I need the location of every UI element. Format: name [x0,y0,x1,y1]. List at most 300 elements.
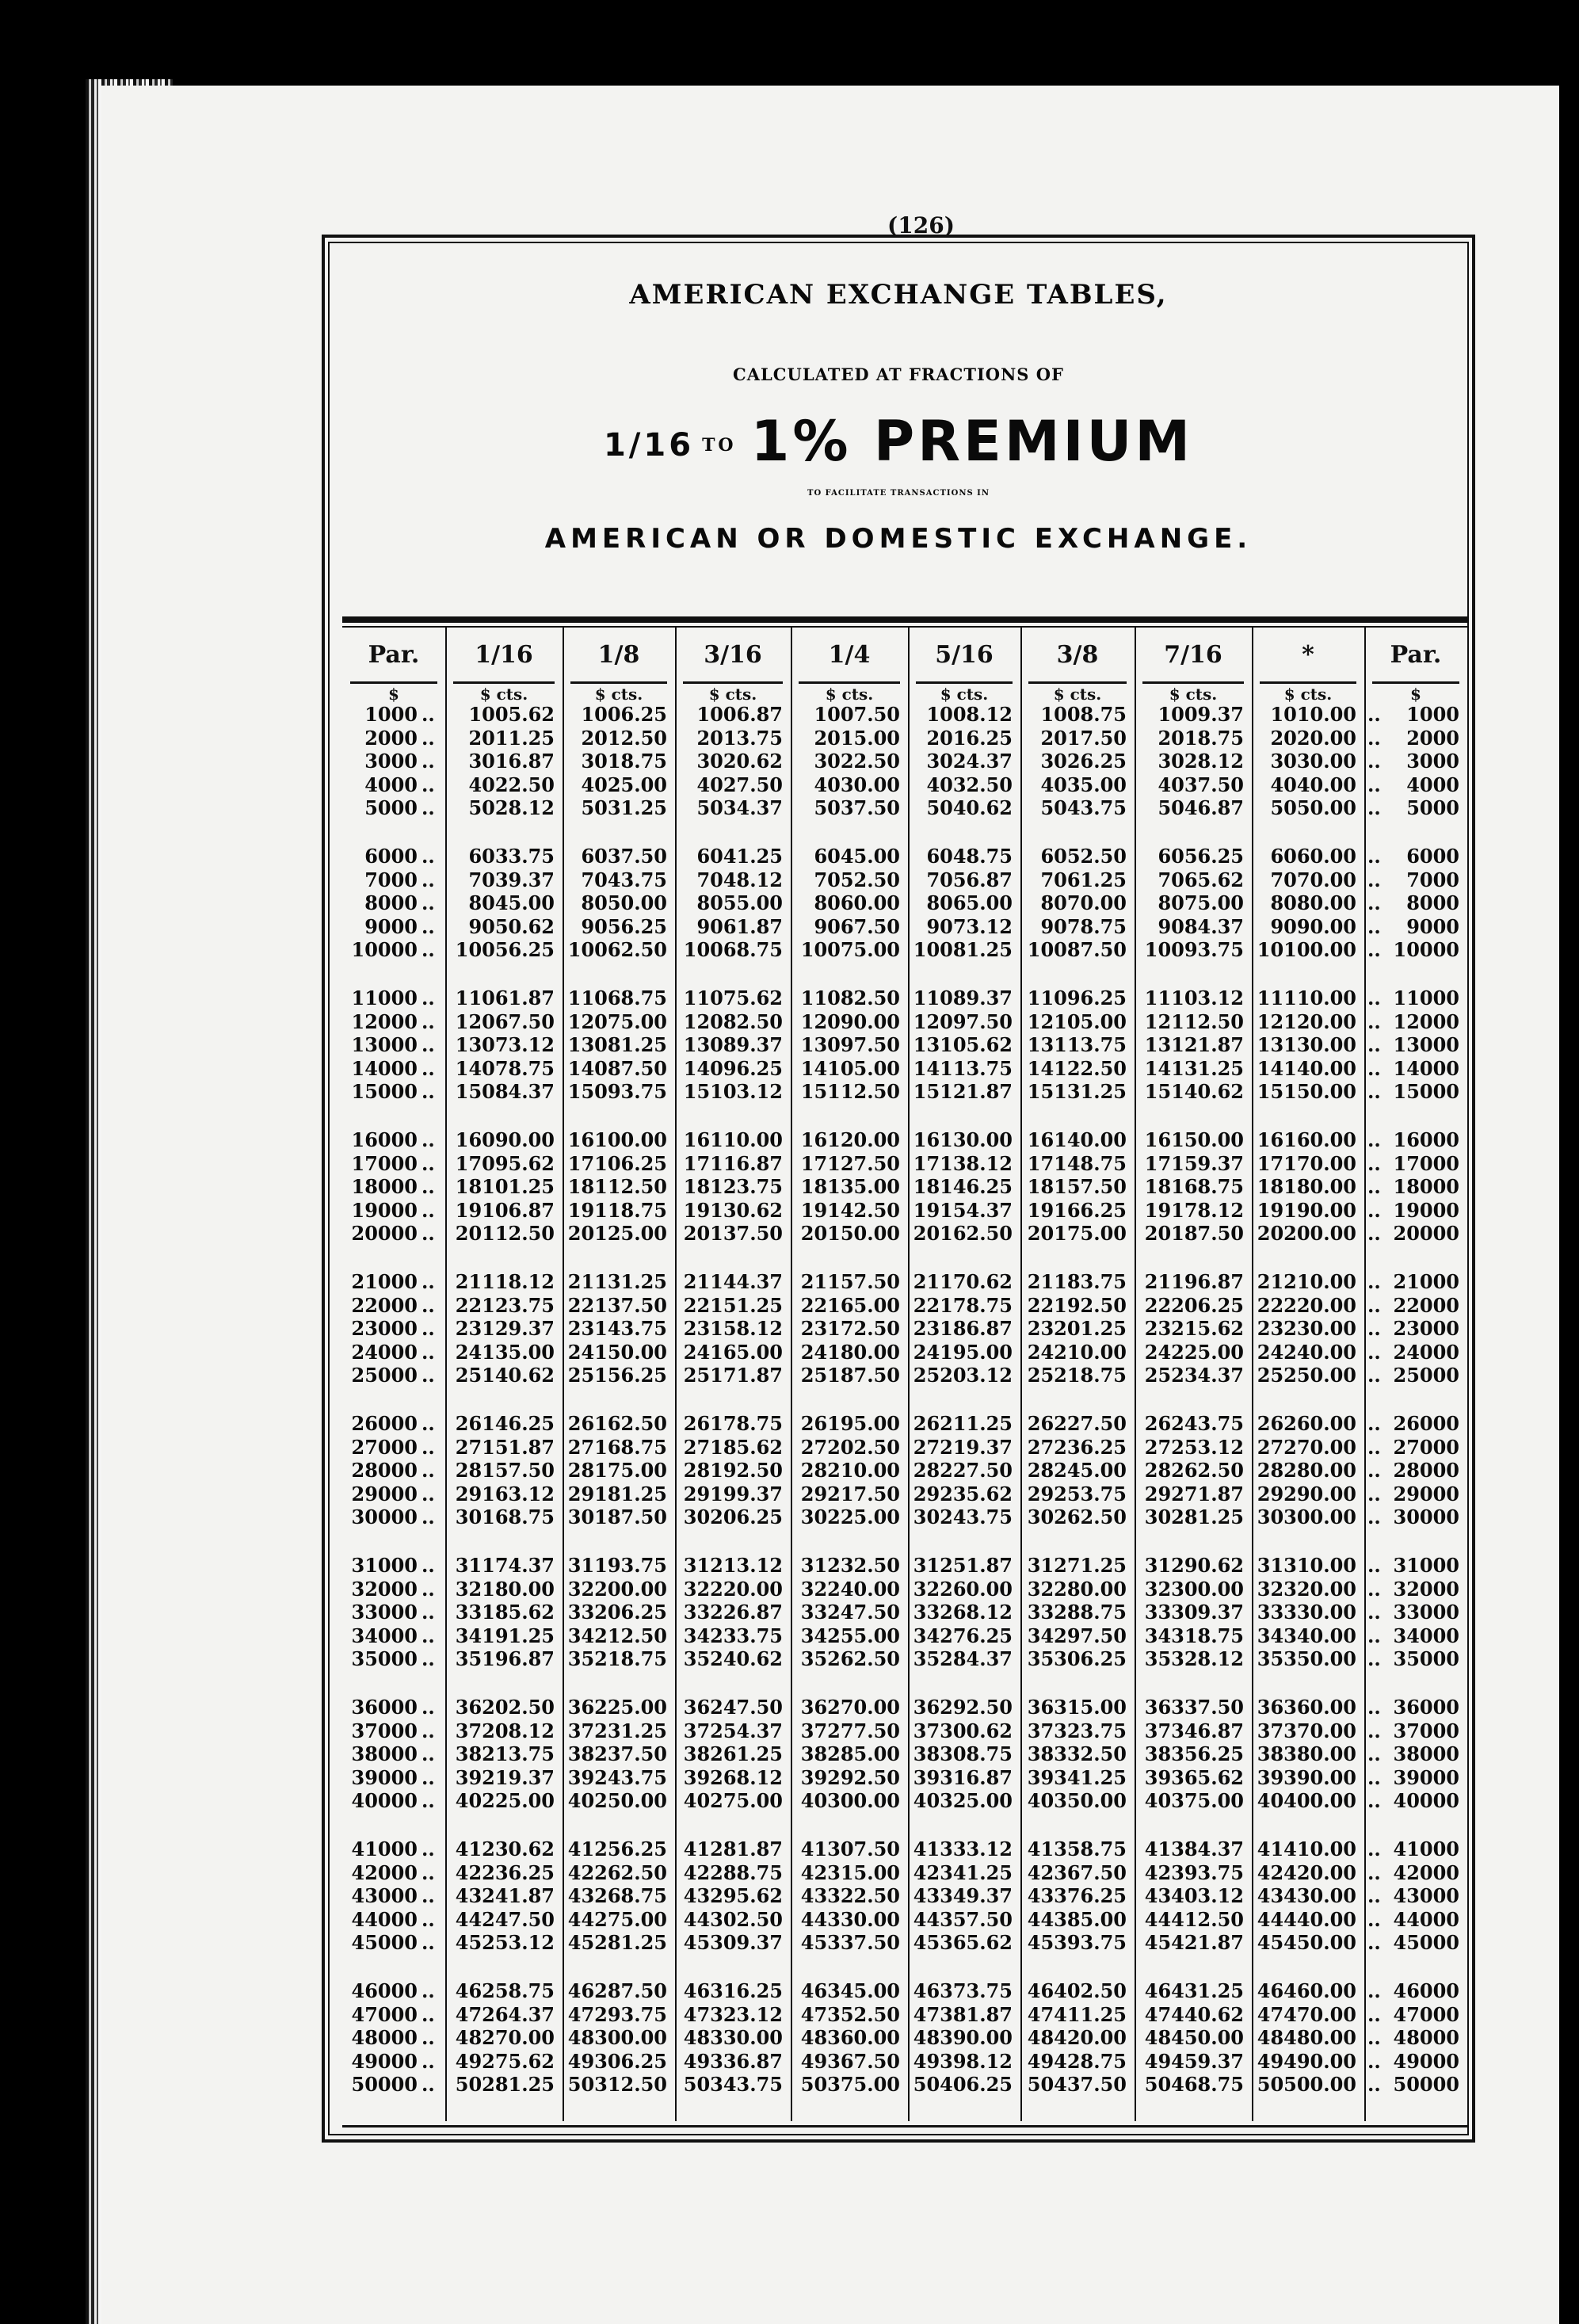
exchange-value: 29181.25 [567,1482,667,1505]
exchange-value: 34276.25 [913,1624,1013,1647]
tagline: TO FACILITATE TRANSACTIONS IN [807,489,990,498]
exchange-table [342,628,1467,2125]
exchange-value: 4035.00 [1040,773,1127,796]
leader-dots: .. [1367,2002,1381,2026]
par-value: 19000 [351,1198,418,1222]
leader-dots: .. [421,1860,435,1884]
par-value: 16000 [351,1128,418,1151]
exchange-value: 44357.50 [913,1907,1013,1931]
par-value: 31000 [351,1554,418,1577]
headline-to: TO [702,434,737,456]
exchange-value: 49275.62 [455,2049,555,2073]
par-value: 49000 [351,2049,418,2073]
exchange-value: 30243.75 [913,1505,1013,1529]
exchange-value: 39268.12 [683,1765,783,1789]
header-underline [1260,681,1356,684]
exchange-value: 13121.87 [1144,1033,1244,1057]
exchange-value: 9090.00 [1270,914,1356,938]
exchange-value: 29290.00 [1257,1482,1356,1505]
par-value: 41000 [351,1837,418,1860]
exchange-value: 13113.75 [1027,1033,1127,1057]
par-value-right: 17000 [1393,1151,1459,1175]
exchange-value: 23158.12 [683,1317,783,1341]
exchange-value: 22137.50 [567,1293,667,1317]
exchange-value: 37346.87 [1144,1719,1244,1742]
par-value-right: 41000 [1393,1837,1459,1860]
exchange-value: 13073.12 [455,1033,555,1057]
exchange-value: 29253.75 [1027,1482,1127,1505]
par-value: 11000 [351,986,418,1009]
exchange-value: 14122.50 [1027,1056,1127,1080]
leader-dots: .. [421,1340,435,1364]
exchange-value: 37208.12 [455,1719,555,1742]
par-value: 26000 [351,1412,418,1435]
exchange-value: 38261.25 [683,1742,783,1766]
exchange-value: 32200.00 [567,1577,667,1601]
exchange-value: 36360.00 [1257,1696,1356,1719]
exchange-value: 24210.00 [1027,1340,1127,1364]
par-value: 45000 [351,1931,418,1955]
exchange-value: 8055.00 [696,891,783,915]
par-value-right: 43000 [1393,1884,1459,1908]
exchange-value: 36292.50 [913,1696,1013,1719]
par-value: 48000 [351,2026,418,2050]
exchange-value: 5028.12 [468,796,555,820]
par-value-right: 13000 [1393,1033,1459,1057]
exchange-value: 16160.00 [1257,1128,1356,1151]
unit-label: $ cts. [594,685,643,704]
leader-dots: .. [421,1033,435,1057]
exchange-value: 24180.00 [800,1340,900,1364]
exchange-value: 45365.62 [913,1931,1013,1955]
leader-dots: .. [421,1765,435,1789]
leader-dots: .. [421,1601,435,1624]
leader-dots: .. [421,1317,435,1341]
exchange-value: 28245.00 [1027,1459,1127,1483]
page-subtitle: CALCULATED AT FRACTIONS OF [733,364,1064,384]
exchange-value: 11096.25 [1027,986,1127,1009]
exchange-value: 34233.75 [683,1624,783,1647]
exchange-value: 49367.50 [800,2049,900,2073]
exchange-value: 35218.75 [567,1647,667,1671]
exchange-value: 20137.50 [683,1222,783,1246]
par-value: 23000 [351,1317,418,1341]
exchange-value: 47470.00 [1257,2002,1356,2026]
exchange-value: 12082.50 [683,1009,783,1033]
exchange-value: 1007.50 [814,703,900,726]
exchange-value: 33288.75 [1027,1601,1127,1624]
par-value-right: 29000 [1393,1482,1459,1505]
leader-dots: .. [1367,1009,1381,1033]
exchange-value: 20112.50 [455,1222,555,1246]
exchange-value: 42367.50 [1027,1860,1127,1884]
exchange-value: 22123.75 [455,1293,555,1317]
column-header: 1/16 [475,641,533,669]
exchange-value: 7070.00 [1270,868,1356,891]
exchange-value: 17116.87 [683,1151,783,1175]
exchange-value: 11110.00 [1257,986,1356,1009]
leader-dots: .. [421,914,435,938]
leader-dots: .. [421,2049,435,2073]
exchange-value: 20125.00 [567,1222,667,1246]
exchange-value: 19154.37 [913,1198,1013,1222]
column-header: 1/8 [597,641,640,669]
exchange-value: 21131.25 [567,1270,667,1293]
table-top-rule [342,616,1467,623]
exchange-value: 4027.50 [696,773,783,796]
exchange-value: 33268.12 [913,1601,1013,1624]
leader-dots: .. [421,1222,435,1246]
exchange-value: 37300.62 [913,1719,1013,1742]
par-value: 27000 [351,1435,418,1459]
exchange-value: 47352.50 [800,2002,900,2026]
leader-dots: .. [1367,986,1381,1009]
exchange-value: 33309.37 [1144,1601,1244,1624]
header-underline [683,681,783,684]
column-header: Par. [1390,641,1442,669]
par-value: 37000 [351,1719,418,1742]
exchange-value: 19106.87 [455,1198,555,1222]
exchange-value: 41384.37 [1144,1837,1244,1860]
leader-dots: .. [421,1719,435,1742]
exchange-value: 31213.12 [683,1554,783,1577]
unit-label: $ [1410,685,1421,704]
unit-label: $ cts. [940,685,989,704]
exchange-value: 36202.50 [455,1696,555,1719]
exchange-value: 12105.00 [1027,1009,1127,1033]
par-value-right: 1000 [1406,703,1459,726]
exchange-value: 18101.25 [455,1175,555,1199]
par-value: 6000 [364,845,418,868]
leader-dots: .. [1367,1742,1381,1766]
exchange-value: 5043.75 [1040,796,1127,820]
par-value-right: 26000 [1393,1412,1459,1435]
exchange-value: 38332.50 [1027,1742,1127,1766]
exchange-value: 39243.75 [567,1765,667,1789]
exchange-value: 34255.00 [800,1624,900,1647]
exchange-value: 14087.50 [567,1056,667,1080]
exchange-value: 3028.12 [1158,750,1244,773]
leader-dots: .. [1367,1482,1381,1505]
exchange-value: 7039.37 [468,868,555,891]
exchange-value: 27168.75 [567,1435,667,1459]
header-underline [916,681,1013,684]
exchange-value: 17127.50 [800,1151,900,1175]
exchange-value: 21157.50 [800,1270,900,1293]
exchange-value: 24240.00 [1257,1340,1356,1364]
leader-dots: .. [1367,773,1381,796]
exchange-value: 39316.87 [913,1765,1013,1789]
par-value-right: 32000 [1393,1577,1459,1601]
exchange-value: 21183.75 [1027,1270,1127,1293]
leader-dots: .. [421,1482,435,1505]
exchange-value: 10056.25 [455,938,555,962]
exchange-value: 1006.25 [581,703,667,726]
exchange-value: 18146.25 [913,1175,1013,1199]
exchange-value: 6041.25 [696,845,783,868]
exchange-value: 9084.37 [1158,914,1244,938]
exchange-value: 17106.25 [567,1151,667,1175]
exchange-value: 7043.75 [581,868,667,891]
exchange-value: 25187.50 [800,1364,900,1387]
exchange-value: 2020.00 [1270,726,1356,750]
exchange-value: 5040.62 [926,796,1013,820]
leader-dots: .. [1367,2026,1381,2050]
exchange-value: 30187.50 [567,1505,667,1529]
exchange-value: 24150.00 [567,1340,667,1364]
exchange-value: 17148.75 [1027,1151,1127,1175]
exchange-value: 2013.75 [696,726,783,750]
par-value-right: 8000 [1406,891,1459,915]
exchange-value: 48360.00 [800,2026,900,2050]
exchange-value: 20175.00 [1027,1222,1127,1246]
leader-dots: .. [421,1175,435,1199]
exchange-value: 5050.00 [1270,796,1356,820]
exchange-value: 35262.50 [800,1647,900,1671]
exchange-value: 50343.75 [683,2073,783,2097]
unit-label: $ [388,685,399,704]
exchange-value: 38356.25 [1144,1742,1244,1766]
exchange-value: 1010.00 [1270,703,1356,726]
exchange-value: 4025.00 [581,773,667,796]
leader-dots: .. [1367,1837,1381,1860]
exchange-value: 28157.50 [455,1459,555,1483]
header-underline [1028,681,1127,684]
exchange-value: 15131.25 [1027,1080,1127,1104]
exchange-value: 34212.50 [567,1624,667,1647]
exchange-value: 22151.25 [683,1293,783,1317]
exchange-value: 49336.87 [683,2049,783,2073]
exchange-value: 2015.00 [814,726,900,750]
exchange-value: 26211.25 [913,1412,1013,1435]
par-value: 7000 [364,868,418,891]
exchange-value: 19142.50 [800,1198,900,1222]
exchange-value: 47264.37 [455,2002,555,2026]
exchange-value: 37254.37 [683,1719,783,1742]
exchange-value: 22220.00 [1257,1293,1356,1317]
exchange-value: 23215.62 [1144,1317,1244,1341]
exchange-value: 3030.00 [1270,750,1356,773]
exchange-value: 40400.00 [1257,1789,1356,1813]
par-value: 9000 [364,914,418,938]
exchange-value: 23230.00 [1257,1317,1356,1341]
exchange-value: 40350.00 [1027,1789,1127,1813]
exchange-value: 50406.25 [913,2073,1013,2097]
exchange-value: 29199.37 [683,1482,783,1505]
exchange-value: 21210.00 [1257,1270,1356,1293]
exchange-value: 5037.50 [814,796,900,820]
exchange-value: 36337.50 [1144,1696,1244,1719]
unit-label: $ cts. [1169,685,1218,704]
leader-dots: .. [1367,1884,1381,1908]
exchange-value: 14140.00 [1257,1056,1356,1080]
par-value-right: 28000 [1393,1459,1459,1483]
exchange-value: 49490.00 [1257,2049,1356,2073]
leader-dots: .. [421,773,435,796]
exchange-value: 2017.50 [1040,726,1127,750]
par-value-right: 22000 [1393,1293,1459,1317]
exchange-value: 36225.00 [567,1696,667,1719]
leader-dots: .. [1367,1128,1381,1151]
exchange-value: 30262.50 [1027,1505,1127,1529]
exchange-value: 49306.25 [567,2049,667,2073]
exchange-value: 19130.62 [683,1198,783,1222]
par-value: 46000 [351,1979,418,2002]
header-underline [1372,681,1459,684]
exchange-value: 18123.75 [683,1175,783,1199]
exchange-value: 40300.00 [800,1789,900,1813]
exchange-value: 1005.62 [468,703,555,726]
exchange-value: 21144.37 [683,1270,783,1293]
exchange-value: 7065.62 [1158,868,1244,891]
exchange-value: 3016.87 [468,750,555,773]
exchange-value: 35306.25 [1027,1647,1127,1671]
exchange-value: 18168.75 [1144,1175,1244,1199]
exchange-value: 2012.50 [581,726,667,750]
par-value: 12000 [351,1009,418,1033]
column-header: 1/4 [828,641,871,669]
exchange-value: 33247.50 [800,1601,900,1624]
exchange-value: 30281.25 [1144,1505,1244,1529]
exchange-value: 31310.00 [1257,1554,1356,1577]
par-value-right: 20000 [1393,1222,1459,1246]
exchange-value: 29235.62 [913,1482,1013,1505]
par-value-right: 40000 [1393,1789,1459,1813]
exchange-value: 46316.25 [683,1979,783,2002]
exchange-value: 38285.00 [800,1742,900,1766]
exchange-value: 7061.25 [1040,868,1127,891]
exchange-value: 50375.00 [800,2073,900,2097]
exchange-value: 18135.00 [800,1175,900,1199]
exchange-value: 9067.50 [814,914,900,938]
exchange-value: 30168.75 [455,1505,555,1529]
exchange-value: 32240.00 [800,1577,900,1601]
leader-dots: .. [421,1907,435,1931]
exchange-value: 32320.00 [1257,1577,1356,1601]
exchange-value: 12120.00 [1257,1009,1356,1033]
leader-dots: .. [1367,1979,1381,2002]
exchange-value: 44275.00 [567,1907,667,1931]
leader-dots: .. [1367,1554,1381,1577]
exchange-value: 45393.75 [1027,1931,1127,1955]
column-header: 3/8 [1056,641,1099,669]
leader-dots: .. [1367,1719,1381,1742]
par-value-right: 24000 [1393,1340,1459,1364]
exchange-value: 3020.62 [696,750,783,773]
exchange-value: 44302.50 [683,1907,783,1931]
par-value: 3000 [364,750,418,773]
exchange-value: 31193.75 [567,1554,667,1577]
exchange-value: 50437.50 [1027,2073,1127,2097]
par-value: 4000 [364,773,418,796]
exchange-value: 43241.87 [455,1884,555,1908]
leader-dots: .. [421,703,435,726]
leader-dots: .. [1367,1789,1381,1813]
par-value: 35000 [351,1647,418,1671]
exchange-value: 40225.00 [455,1789,555,1813]
exchange-value: 45253.12 [455,1931,555,1955]
exchange-value: 6048.75 [926,845,1013,868]
par-value-right: 12000 [1393,1009,1459,1033]
exchange-value: 21196.87 [1144,1270,1244,1293]
exchange-value: 7048.12 [696,868,783,891]
exchange-value: 12075.00 [567,1009,667,1033]
par-value-right: 2000 [1406,726,1459,750]
exchange-value: 44247.50 [455,1907,555,1931]
exchange-value: 28280.00 [1257,1459,1356,1483]
leader-dots: .. [1367,1505,1381,1529]
leader-dots: .. [421,796,435,820]
exchange-value: 39365.62 [1144,1765,1244,1789]
exchange-value: 1009.37 [1158,703,1244,726]
exchange-value: 28192.50 [683,1459,783,1483]
exchange-value: 44330.00 [800,1907,900,1931]
exchange-value: 13089.37 [683,1033,783,1057]
leader-dots: .. [1367,796,1381,820]
exchange-value: 43349.37 [913,1884,1013,1908]
exchange-value: 27270.00 [1257,1435,1356,1459]
exchange-value: 14131.25 [1144,1056,1244,1080]
par-value: 24000 [351,1340,418,1364]
header-underline [350,681,437,684]
exchange-value: 50312.50 [567,2073,667,2097]
column-header: * [1302,641,1314,669]
exchange-value: 9050.62 [468,914,555,938]
exchange-value: 11068.75 [567,986,667,1009]
header-underline [799,681,900,684]
exchange-value: 9056.25 [581,914,667,938]
par-value-right: 3000 [1406,750,1459,773]
par-value: 10000 [351,938,418,962]
exchange-value: 27202.50 [800,1435,900,1459]
par-value-right: 25000 [1393,1364,1459,1387]
exchange-value: 49459.37 [1144,2049,1244,2073]
exchange-value: 13097.50 [800,1033,900,1057]
par-value: 47000 [351,2002,418,2026]
exchange-value: 9061.87 [696,914,783,938]
exchange-value: 42236.25 [455,1860,555,1884]
leader-dots: .. [421,1151,435,1175]
exchange-value: 42420.00 [1257,1860,1356,1884]
leader-dots: .. [421,1080,435,1104]
exchange-value: 40250.00 [567,1789,667,1813]
leader-dots: .. [421,1837,435,1860]
exchange-value: 13081.25 [567,1033,667,1057]
exchange-value: 6037.50 [581,845,667,868]
leader-dots: .. [1367,2049,1381,2073]
exchange-value: 14096.25 [683,1056,783,1080]
par-value: 1000 [364,703,418,726]
leader-dots: .. [1367,1459,1381,1483]
par-value-right: 7000 [1406,868,1459,891]
par-value: 43000 [351,1884,418,1908]
exchange-value: 39219.37 [455,1765,555,1789]
exchange-value: 30206.25 [683,1505,783,1529]
par-value: 8000 [364,891,418,915]
exchange-value: 10093.75 [1144,938,1244,962]
leader-dots: .. [421,1696,435,1719]
exchange-value: 23201.25 [1027,1317,1127,1341]
exchange-value: 17095.62 [455,1151,555,1175]
exchange-value: 12097.50 [913,1009,1013,1033]
leader-dots: .. [1367,1222,1381,1246]
exchange-value: 35284.37 [913,1647,1013,1671]
exchange-value: 26162.50 [567,1412,667,1435]
exchange-value: 30300.00 [1257,1505,1356,1529]
exchange-value: 46345.00 [800,1979,900,2002]
exchange-value: 35328.12 [1144,1647,1244,1671]
leader-dots: .. [421,1056,435,1080]
